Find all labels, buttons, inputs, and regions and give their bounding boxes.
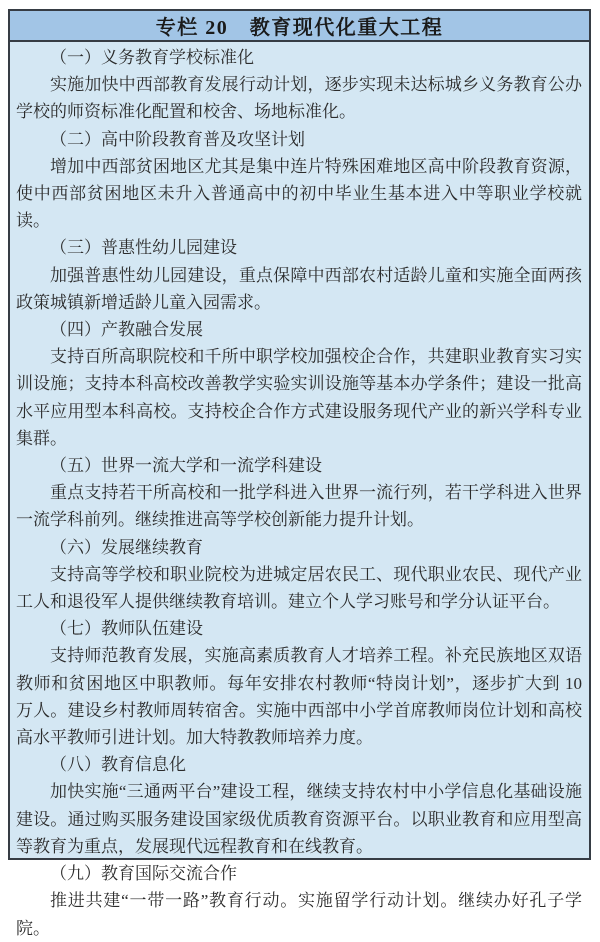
- panel-title: 专栏 20 教育现代化重大工程: [10, 11, 589, 42]
- section-paragraph: 支持高等学校和职业院校为进城定居农民工、现代职业农民、现代产业工人和退役军人提供继续教育培训。建立个人学习账号和学分认证平台。: [16, 564, 582, 612]
- section: [16, 126, 582, 235]
- section-heading: （八）教育信息化: [50, 755, 186, 775]
- section-heading: （七）教师队伍建设: [50, 619, 203, 639]
- panel-body: [10, 42, 589, 942]
- section-paragraph: 实施加快中西部教育发展行动计划，逐步实现未达标城乡义务教育公办学校的师资标准化配置和校舍、场地标准化。: [16, 75, 582, 122]
- section: [16, 860, 582, 942]
- section: [16, 615, 582, 751]
- section: [16, 751, 582, 860]
- section-heading: （一）义务教育学校标准化: [50, 48, 254, 67]
- section: [16, 534, 582, 616]
- section: [16, 316, 582, 452]
- section-paragraph: 加强普惠性幼儿园建设，重点保障中西部农村适龄儿童和实施全面两孩政策城镇新增适龄儿童入园需求。: [16, 265, 582, 312]
- section-paragraph: 加快实施“三通两平台”建设工程，继续支持农村中小学信息化基础设施建设。通过购买服务建设国家级优质教育资源平台。以职业教育和应用型高等教育为重点，发展现代远程教育和在线教育。: [16, 782, 582, 856]
- section-paragraph: 支持百所高职院校和千所中职学校加强校企合作，共建职业教育实习实训设施；支持本科高校改善教学实验实训设施等基本办学条件；建设一批高水平应用型本科高校。支持校企合作方式建设服务现代产业的新兴学科专业集群。: [16, 347, 582, 448]
- callout-box: [8, 9, 591, 938]
- section-heading: （五）世界一流大学和一流学科建设: [50, 456, 322, 476]
- section-heading: （三）普惠性幼儿园建设: [50, 238, 237, 258]
- section: [16, 44, 582, 126]
- section: [16, 234, 582, 316]
- section-heading: （六）发展继续教育: [50, 537, 203, 557]
- section-paragraph: 增加中西部贫困地区尤其是集中连片特殊困难地区高中阶段教育资源，使中西部贫困地区未升入普通高中的初中毕业生基本进入中等职业学校就读。: [16, 156, 582, 231]
- section-paragraph: 支持师范教育发展，实施高素质教育人才培养工程。补充民族地区双语教师和贫困地区中职教师。每年安排农村教师“特岗计划”，逐步扩大到 10 万人。建设乡村教师周转宿舍。实施中西部中小学首席教师岗位计划和高校高水平教师引进计划。加大特教教师培养力度。: [16, 646, 582, 748]
- section-paragraph: 推进共建“一带一路”教育行动。实施留学行动计划。继续办好孔子学院。: [16, 891, 582, 938]
- section-heading: （四）产教融合发展: [50, 320, 203, 340]
- section-paragraph: 重点支持若干所高校和一批学科进入世界一流行列，若干学科进入世界一流学科前列。继续推进高等学校创新能力提升计划。: [16, 483, 582, 530]
- section: [16, 452, 582, 534]
- section-heading: （二）高中阶段教育普及攻坚计划: [50, 129, 305, 149]
- section-heading: （九）教育国际交流合作: [50, 864, 237, 884]
